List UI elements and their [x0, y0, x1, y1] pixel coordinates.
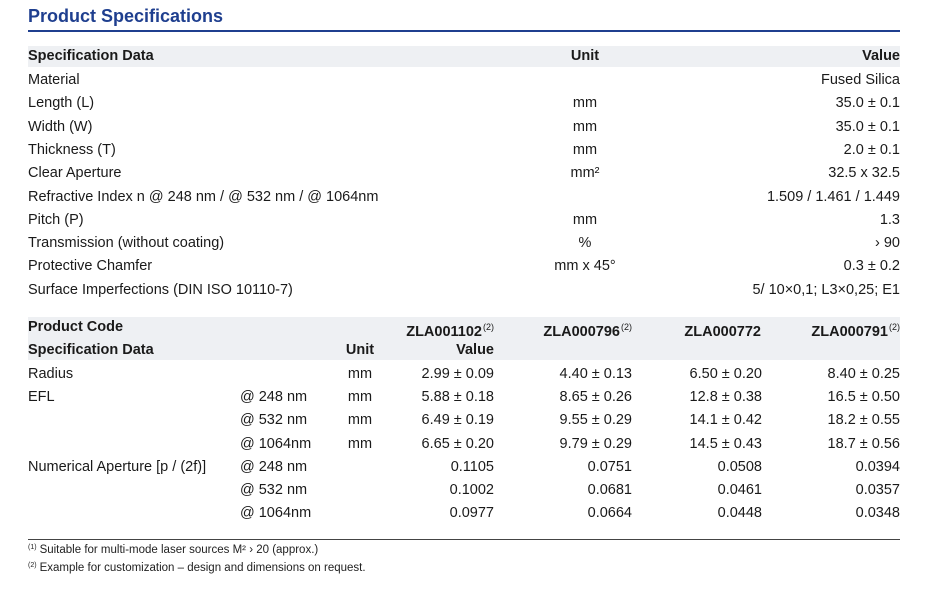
- column-header-unit: Unit: [345, 342, 375, 358]
- spec-value: 32.5 x 32.5: [828, 165, 900, 182]
- wavelength-label: @ 1064nm: [240, 505, 312, 522]
- product-code-1: ZLA001102$^{(2)}$: [406, 322, 494, 340]
- table-row: [28, 279, 900, 302]
- product-value-1: 0.0977: [449, 505, 494, 522]
- spec-unit: mm: [572, 211, 598, 228]
- product-value-2: 4.40 ± 0.13: [559, 366, 632, 382]
- footnote-2: $^{(2)}$ Example for customization – design and dimensions on request.: [28, 562, 366, 574]
- spec-value: 1.509 / 1.461 / 1.449: [766, 188, 900, 205]
- page-title: Product Specifications: [28, 6, 224, 26]
- spec-value: 0.3 ± 0.2: [843, 258, 900, 275]
- spec-value: › 90: [875, 235, 900, 252]
- table-row: [28, 409, 900, 432]
- product-value-3: 14.5 ± 0.43: [689, 435, 762, 452]
- product-code-3: ZLA000772: [684, 324, 761, 340]
- product-code-4: ZLA000791$^{(2)}$: [811, 322, 900, 340]
- spec-unit: mm: [347, 412, 373, 429]
- table-row: [28, 116, 900, 139]
- table-bottom-rule: [28, 539, 900, 540]
- spec-unit: %: [578, 235, 592, 252]
- spec-label: Length (L): [28, 95, 95, 112]
- column-header-value: Value: [862, 48, 900, 64]
- table-row: [28, 363, 900, 386]
- product-value-4: 8.40 ± 0.25: [827, 366, 900, 382]
- spec-label: Transmission (without coating): [28, 235, 225, 252]
- spec-label: Material: [28, 72, 80, 88]
- wavelength-label: @ 532 nm: [240, 482, 308, 498]
- footnote-1: $^{(1)}$ Suitable for multi-mode laser sources M² › 20 (approx.): [28, 544, 319, 556]
- column-header-value: Value: [456, 342, 494, 358]
- table-row: [28, 479, 900, 502]
- product-value-1: 5.88 ± 0.18: [421, 389, 494, 406]
- spec-unit: mm: [572, 141, 598, 158]
- table-row: [28, 69, 900, 92]
- product-value-1: 0.1002: [449, 482, 494, 498]
- product-value-3: 12.8 ± 0.38: [689, 389, 762, 406]
- table-row: [28, 502, 900, 525]
- table-row: [28, 92, 900, 115]
- spec-label: Clear Aperture: [28, 165, 122, 182]
- spec-label: Width (W): [28, 118, 93, 135]
- product-value-1: 6.49 ± 0.19: [421, 412, 494, 429]
- table1-header-row: [28, 45, 900, 68]
- product-value-1: 0.1105: [450, 458, 494, 475]
- table2-header-row: [28, 339, 900, 362]
- spec-label: Pitch (P): [28, 211, 84, 228]
- product-value-4: 18.2 ± 0.55: [827, 412, 900, 429]
- product-value-2: 0.0751: [587, 458, 632, 475]
- spec-unit: mm: [347, 366, 373, 382]
- spec-label: Protective Chamfer: [28, 258, 153, 275]
- spec-value: 2.0 ± 0.1: [843, 141, 900, 158]
- spec-value: Fused Silica: [821, 72, 900, 88]
- column-header-spec: Specification Data: [28, 342, 154, 358]
- spec-unit: mm: [347, 389, 373, 406]
- table-row: [28, 255, 900, 278]
- spec-label: Surface Imperfections (DIN ISO 10110-7): [28, 281, 293, 298]
- spec-unit: mm x 45°: [554, 258, 616, 275]
- product-value-3: 0.0461: [717, 482, 762, 498]
- table-row: [28, 456, 900, 479]
- spec-label: Radius: [28, 366, 74, 382]
- table-row: [28, 162, 900, 185]
- product-value-4: 18.7 ± 0.56: [827, 435, 900, 452]
- table-row: [28, 186, 900, 209]
- product-value-4: 0.0394: [855, 458, 900, 475]
- table-row: [28, 209, 900, 232]
- table-row: [28, 386, 900, 409]
- table-row: [28, 232, 900, 255]
- product-value-3: 14.1 ± 0.42: [689, 412, 762, 429]
- spec-unit: mm: [347, 435, 373, 452]
- product-value-4: 0.0357: [855, 482, 900, 498]
- product-value-2: 0.0664: [587, 505, 632, 522]
- wavelength-label: @ 248 nm: [240, 389, 308, 406]
- product-value-1: 2.99 ± 0.09: [421, 366, 494, 382]
- spec-label: Refractive Index n @ 248 nm / @ 532 nm / @ 1064nm: [28, 188, 379, 205]
- column-header-spec: Specification Data: [28, 48, 154, 64]
- product-value-3: 6.50 ± 0.20: [689, 366, 762, 382]
- spec-unit: mm²: [570, 165, 600, 182]
- product-value-2: 8.65 ± 0.26: [559, 389, 632, 406]
- product-value-2: 0.0681: [587, 482, 632, 498]
- product-value-1: 6.65 ± 0.20: [421, 435, 494, 452]
- spec-label: EFL: [28, 389, 55, 406]
- spec-value: 1.3: [879, 211, 900, 228]
- wavelength-label: @ 532 nm: [240, 412, 308, 429]
- spec-unit: mm: [572, 118, 598, 135]
- product-value-2: 9.79 ± 0.29: [559, 435, 632, 452]
- wavelength-label: @ 1064nm: [240, 435, 312, 452]
- table-row: [28, 433, 900, 456]
- product-code-row: [28, 316, 900, 339]
- spec-label: Numerical Aperture [p / (2f)]: [28, 458, 207, 475]
- wavelength-label: @ 248 nm: [240, 458, 308, 475]
- column-header-unit: Unit: [570, 48, 600, 64]
- product-code-label: Product Code: [28, 319, 124, 335]
- spec-unit: mm: [572, 95, 598, 112]
- product-code-2: ZLA000796$^{(2)}$: [543, 322, 632, 340]
- spec-value: 35.0 ± 0.1: [835, 118, 900, 135]
- table-row: [28, 139, 900, 162]
- product-value-4: 16.5 ± 0.50: [827, 389, 900, 406]
- spec-label: Thickness (T): [28, 141, 116, 158]
- spec-value: 35.0 ± 0.1: [835, 95, 900, 112]
- product-value-2: 9.55 ± 0.29: [559, 412, 632, 429]
- product-value-3: 0.0448: [717, 505, 762, 522]
- spec-value: 5/ 10×0,1; L3×0,25; E1: [752, 281, 900, 298]
- product-value-3: 0.0508: [717, 458, 762, 475]
- title-divider: [28, 30, 900, 32]
- product-value-4: 0.0348: [855, 505, 900, 522]
